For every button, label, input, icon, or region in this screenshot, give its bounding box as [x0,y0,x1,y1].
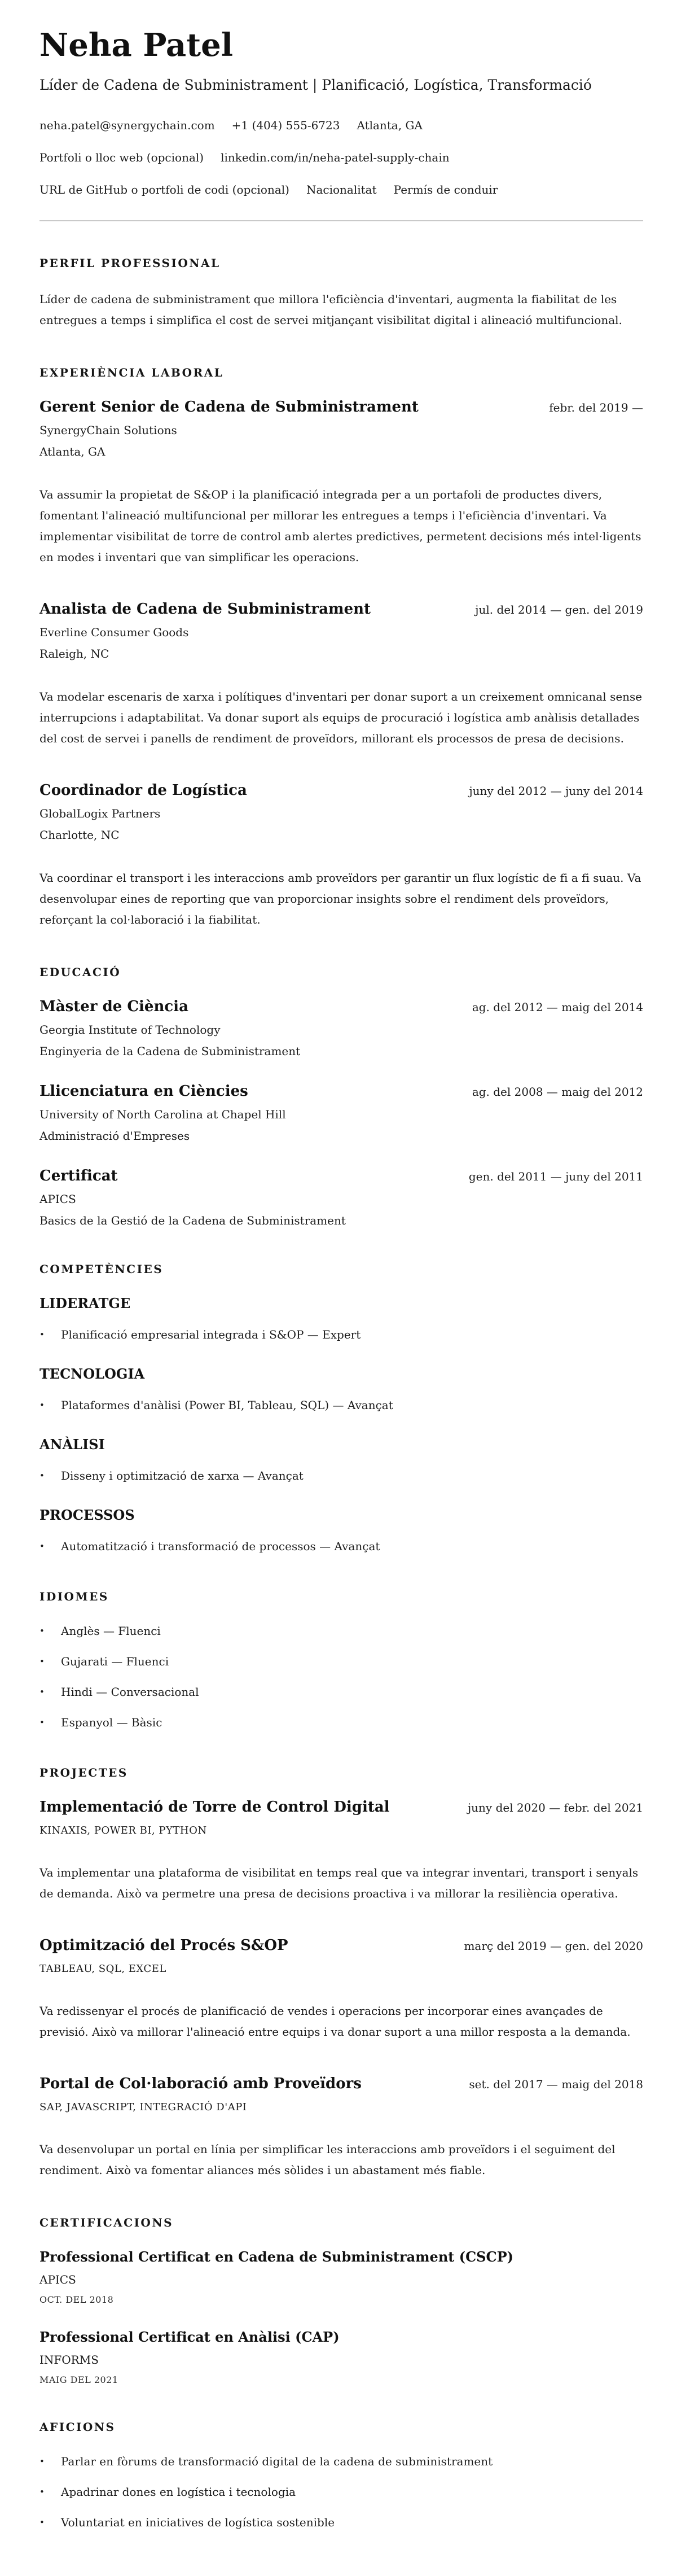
job-company: SynergyChain Solutions [39,423,177,438]
contact-row-1 [39,119,643,132]
education-school: Georgia Institute of Technology [39,1023,221,1037]
education-entry [39,1167,643,1227]
section-projects [39,1766,643,2181]
job-description: Va coordinar el transport i les interaccions amb proveïdors per garantir un flux logístic de fi a fi suau. Va desenvolupar eines de reporting que van proporcionar insights sobre el rendiment dels proveïdors, reforçant la col·laboració i la fiabilitat. [39,871,641,927]
language-item [39,1714,643,1731]
job-entry [39,782,643,930]
contact-nationality-placeholder: Nacionalitat [306,183,377,197]
certification-entry [39,2329,643,2385]
job-entry-header [39,399,643,416]
education-degree: Certificat [39,1167,118,1185]
job-entry-header [39,601,643,618]
bullet-icon: • [39,1471,45,1481]
skill-item-text: Planificació empresarial integrada i S&OP — Expert [61,1328,361,1342]
education-entry [39,998,643,1058]
skill-group [39,1507,643,1555]
bullet-icon: • [39,1626,45,1637]
job-location: Charlotte, NC [39,828,120,842]
contact-github-placeholder: URL de GitHub o portfoli de codi (opcional) [39,183,289,197]
project-entry-header [39,2075,643,2092]
bullet-icon: • [39,1656,45,1667]
skill-group [39,1295,643,1343]
bullet-icon: • [39,1687,45,1698]
certification-date: MAIG DEL 2021 [39,2374,118,2386]
job-description: Va modelar escenaris de xarxa i polítiques d'inventari per donar suport a un creixement omnicanal sense interrupcions i adaptabilitat. Va donar suport als equips de procuració i logística amb anàlisis detallades del cost de servei i panells de rendiment de proveïdors, millorant els processos de presa de decisions. [39,690,643,746]
hobby-item-text: Parlar en fòrums de transformació digital de la cadena de subministrament [61,2455,493,2469]
project-dates: set. del 2017 — maig del 2018 [469,2078,643,2092]
contact-row-3 [39,183,643,196]
section-hobbies [39,2420,643,2531]
section-skills [39,1262,643,1555]
skill-item [39,1397,643,1414]
skill-group [39,1366,643,1414]
language-item [39,1683,643,1700]
project-tech-tags: TABLEAU, SQL, EXCEL [39,1963,166,1975]
education-dates: gen. del 2011 — juny del 2011 [468,1170,643,1184]
skill-item-text: Plataformes d'anàlisi (Power BI, Tableau, SQL) — Avançat [61,1398,393,1412]
hobby-item [39,2514,643,2531]
hobby-item [39,2453,643,2470]
education-degree: Llicenciatura en Ciències [39,1083,248,1100]
hobby-item-text: Voluntariat en iniciatives de logística sostenible [61,2516,335,2530]
skill-item [39,1538,643,1555]
project-entry-header [39,1799,643,1816]
job-title: Analista de Cadena de Subministrament [39,601,371,618]
contact-license-placeholder: Permís de conduir [393,183,498,197]
job-title: Gerent Senior de Cadena de Subministrament [39,399,419,416]
job-company: GlobalLogix Partners [39,807,161,821]
project-entry [39,2075,643,2181]
bullet-icon: • [39,1400,45,1411]
contact-email: neha.patel@synergychain.com [39,119,215,133]
bullet-icon: • [39,1541,45,1552]
section-label-certifications: CERTIFICACIONS [39,2216,174,2230]
language-item-text: Anglès — Fluenci [61,1624,161,1638]
section-label-languages: IDIOMES [39,1590,109,1604]
project-title: Optimització del Procés S&OP [39,1937,288,1954]
project-entry-header [39,1937,643,1954]
project-tech-tags: SAP, JAVASCRIPT, INTEGRACIÓ D'API [39,2101,247,2114]
bullet-icon: • [39,1717,45,1728]
education-dates: ag. del 2008 — maig del 2012 [472,1085,643,1099]
education-school: APICS [39,1192,76,1206]
job-location: Raleigh, NC [39,647,109,661]
section-languages [39,1590,643,1731]
language-item [39,1653,643,1670]
header-divider [39,220,643,221]
section-experience [39,366,643,930]
section-label-projects: PROJECTES [39,1766,128,1780]
hobby-item [39,2483,643,2500]
education-entry-header [39,1167,643,1184]
project-dates: juny del 2020 — febr. del 2021 [467,1801,643,1815]
contact-location: Atlanta, GA [357,119,423,133]
section-label-education: EDUCACIÓ [39,965,121,979]
bullet-icon: • [39,2487,45,2498]
job-dates: jul. del 2014 — gen. del 2019 [475,603,643,617]
section-education [39,965,643,1227]
job-title: Coordinador de Logística [39,782,247,799]
section-label-experience: EXPERIÈNCIA LABORAL [39,366,224,380]
project-entry [39,1937,643,2043]
education-entry-header [39,998,643,1015]
skill-category: TECNOLOGIA [39,1366,145,1383]
project-dates: març del 2019 — gen. del 2020 [464,1939,643,1953]
bullet-icon: • [39,1329,45,1340]
project-description: Va desenvolupar un portal en línia per simplificar les interaccions amb proveïdors i el seguiment del rendiment. Això va fomentar aliances més sòlides i un abastament més fiable. [39,2142,616,2177]
project-title: Portal de Col·laboració amb Proveïdors [39,2075,362,2093]
skill-item-text: Automatització i transformació de processos — Avançat [61,1540,380,1554]
candidate-headline: Líder de Cadena de Subministrament | Planificació, Logística, Transformació [39,77,592,94]
contact-linkedin: linkedin.com/in/neha-patel-supply-chain [221,151,450,165]
project-tech-tags: KINAXIS, POWER BI, PYTHON [39,1825,207,1837]
profile-summary: Líder de cadena de subministrament que millora l'eficiència d'inventari, augmenta la fiabilitat de les entregues a temps i simplifica el cost de servei mitjançant visibilitat digital i alineació multifuncional. [39,292,622,327]
certification-title: Professional Certificat en Anàlisi (CAP) [39,2329,340,2346]
certification-issuer: APICS [39,2273,76,2287]
project-title: Implementació de Torre de Control Digital [39,1799,390,1816]
education-school: University of North Carolina at Chapel Hill [39,1108,286,1122]
skill-group [39,1436,643,1484]
job-entry [39,399,643,568]
contact-portfolio-placeholder: Portfoli o lloc web (opcional) [39,151,204,165]
job-company: Everline Consumer Goods [39,626,189,640]
skill-item [39,1467,643,1484]
bullet-icon: • [39,2456,45,2467]
certification-title: Professional Certificat en Cadena de Subministrament (CSCP) [39,2249,513,2266]
section-label-skills: COMPETÈNCIES [39,1262,164,1276]
hobby-item-text: Apadrinar dones en logística i tecnologia [61,2485,296,2499]
job-entry [39,601,643,749]
certification-date: OCT. DEL 2018 [39,2294,114,2306]
project-entry [39,1799,643,1904]
contact-row-2 [39,151,643,164]
section-label-profile: PERFIL PROFESSIONAL [39,256,221,270]
education-field: Basics de la Gestió de la Cadena de Subministrament [39,1214,346,1228]
education-field: Enginyeria de la Cadena de Subministrament [39,1044,301,1059]
skill-category: ANÀLISI [39,1436,105,1453]
certification-issuer: INFORMS [39,2353,99,2367]
contact-phone: +1 (404) 555-6723 [231,119,340,133]
candidate-name: Neha Patel [39,27,233,64]
education-degree: Màster de Ciència [39,998,188,1016]
job-location: Atlanta, GA [39,445,105,459]
education-dates: ag. del 2012 — maig del 2014 [472,1000,643,1014]
skill-category: LIDERATGE [39,1295,131,1312]
job-dates: febr. del 2019 — [549,401,643,415]
education-entry [39,1083,643,1143]
bullet-icon: • [39,2517,45,2528]
skill-category: PROCESSOS [39,1507,135,1524]
section-profile [39,256,643,331]
skill-item-text: Disseny i optimització de xarxa — Avançat [61,1469,304,1483]
section-label-hobbies: AFICIONS [39,2420,116,2434]
project-description: Va redissenyar el procés de planificació de vendes i operacions per incorporar eines avançades de previsió. Això va millorar l'alineació entre equips i va donar suport a una millor resposta a la demanda. [39,2004,631,2039]
certification-entry [39,2249,643,2305]
job-entry-header [39,782,643,799]
section-certifications [39,2216,643,2385]
education-entry-header [39,1083,643,1100]
language-item [39,1622,643,1639]
skill-item [39,1326,643,1343]
job-description: Va assumir la propietat de S&OP i la planificació integrada per a un portafoli de productes divers, fomentant l'alineació multifuncional per millorar les entregues a temps i l'eficiència d'inventari. Va implementar visibilitat de torre de control amb alertes predictives, permetent decisions més intel·ligents en modes i inventari que van simplificar les operacions. [39,488,641,565]
resume-header [39,27,643,221]
project-description: Va implementar una plataforma de visibilitat en temps real que va integrar inventari, transport i senyals de demanda. Això va permetre una presa de decisions proactiva i va millorar la resiliència operativa. [39,1866,639,1901]
language-item-text: Espanyol — Bàsic [61,1716,162,1730]
language-item-text: Hindi — Conversacional [61,1685,199,1699]
education-field: Administració d'Empreses [39,1129,190,1143]
job-dates: juny del 2012 — juny del 2014 [469,784,643,798]
language-item-text: Gujarati — Fluenci [61,1655,169,1669]
